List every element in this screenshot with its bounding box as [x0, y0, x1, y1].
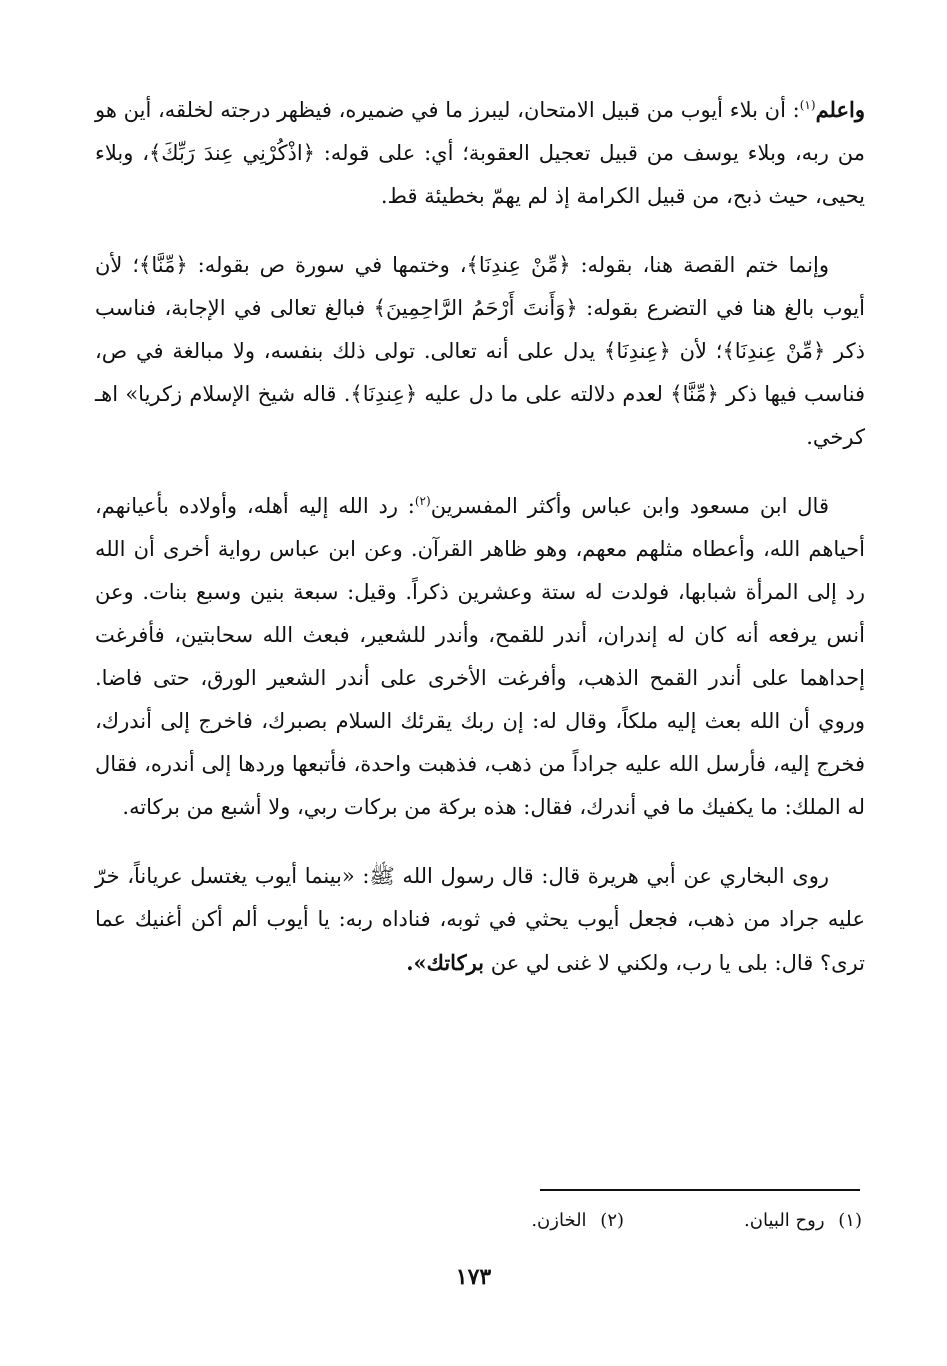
paragraph-4-end: بركاتك». — [406, 950, 485, 975]
footnote-text: الخازن. — [531, 1210, 587, 1231]
paragraph-3-before: قال ابن مسعود وابن عباس وأكثر المفسرين — [430, 494, 829, 518]
paragraph-3-text: : رد الله إليه أهله، وأولاده بأعيانهم، أحياهم الله، وأعطاه مثلهم معهم، وهو ظاهر القرآن. وعن ابن عباس رواية أخرى أن الله رد إلى المرأة شبابها، فولدت له ستة وعشرين ذكراً. وقيل: سبعة بنين وسبع بنات. وعن أنس يرفعه أنه كان له إندران، أندر للقمح، وأندر للشعير، فبعث الله سحابتين، فأفرغت إحداهما على أندر القمح الذهب، وأفرغت الأخرى على أندر الشعير الورق، حتى فاضا. وروي أن الله بعث إليه ملكاً، وقال له: إن ربك يقرئك السلام بصبرك، فاخرج إلى أندرك، فخرج إليه، فأرسل الله عليه جراداً من ذهب، فذهبت واحدة، فأتبعها وردها إلى أندره، فقال له الملك: ما يكفيك ما في أندرك، فقال: هذه بركة من بركات ربي، ولا أشبع من بركاته. — [95, 494, 865, 819]
footnotes — [302, 1206, 862, 1236]
footnote-1 — [744, 1206, 862, 1236]
page-number: ١٧٣ — [455, 1264, 492, 1290]
paragraph-3 — [95, 485, 865, 829]
paragraph-2-text: وإنما ختم القصة هنا، بقوله: ﴿مِّنْ عِندِنَا﴾، وختمها في سورة ص بقوله: ﴿مِّنَّا﴾؛ لأن أيوب بالغ هنا في التضرع بقوله: ﴿وَأَنتَ أَرْحَمُ الرَّاحِمِينَ﴾ فبالغ تعالى في الإجابة، فناسب ذكر ﴿مِّنْ عِندِنَا﴾؛ لأن ﴿عِندِنَا﴾ يدل على أنه تعالى. تولى ذلك بنفسه، ولا مبالغة في ص، فناسب فيها ذكر ﴿مِّنَّا﴾ لعدم دلالته على ما دل عليه ﴿عِندِنَا﴾. قاله شيخ الإسلام زكريا» اهـ كرخي. — [95, 253, 865, 449]
footnote-ref-2: (٢) — [414, 494, 431, 508]
footnote-ref-1: (١) — [799, 98, 816, 112]
page-body — [95, 88, 865, 1011]
footnote-number: (٢) — [600, 1210, 625, 1231]
paragraph-1 — [95, 88, 865, 218]
paragraph-1-text: : أن بلاء أيوب من قبيل الامتحان، ليبرز ما في ضميره، فيظهر درجته لخلقه، أين هو من ربه، وبلاء يوسف من قبيل تعجيل العقوبة؛ أي: على قوله: ﴿اذْكُرْنِي عِندَ رَبِّكَ﴾، وبلاء يحيى، حيث ذبح، من قبيل الكرامة إذ لم يهمّ بخطيئة قط. — [95, 98, 865, 208]
footnote-divider — [540, 1189, 860, 1191]
paragraph-2 — [95, 244, 865, 459]
footnote-text: روح البيان. — [744, 1210, 825, 1231]
footnote-number: (١) — [838, 1210, 862, 1231]
paragraph-4 — [95, 855, 865, 985]
footnote-2 — [531, 1206, 624, 1236]
paragraph-4-text: روى البخاري عن أبي هريرة قال: قال رسول الله ﷺ: «بينما أيوب يغتسل عرياناً، خرّ عليه جراد من ذهب، فجعل أيوب يحثي في ثوبه، فناداه ربه: يا أيوب ألم أكن أغنيك عما ترى؟ قال: بلى يا رب، ولكني لا غنى لي عن — [95, 864, 865, 975]
paragraph-lead: واعلم — [815, 97, 865, 122]
